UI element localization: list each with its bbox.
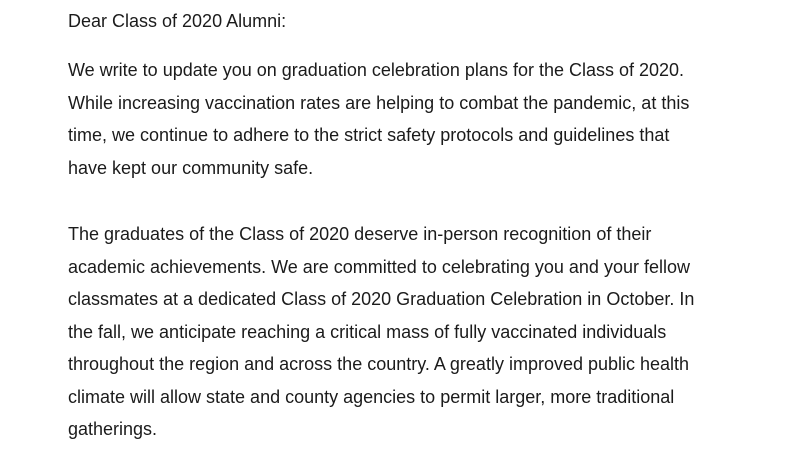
salutation: Dear Class of 2020 Alumni: — [68, 11, 287, 31]
paragraph-graduation-celebration: The graduates of the Class of 2020 deserve in-person recognition of their academic achievements. We are committed to celebrating you and your fellow classmates at a dedicated Class of 2020 Graduation Celebration in October. In the fall, we anticipate reaching a critical mass of fully vaccinated individuals throughout the region and across the country. A greatly improved public health climate will allow state and county agencies to permit larger, more traditional gatherings. — [68, 224, 695, 439]
paragraph-vaccination-update: We write to update you on graduation celebration plans for the Class of 2020. While increasing vaccination rates are helping to combat the pandemic, at this time, we continue to adhere to the strict safety protocols and guidelines that have kept our community safe. — [68, 60, 690, 178]
letter-body — [68, 0, 768, 439]
